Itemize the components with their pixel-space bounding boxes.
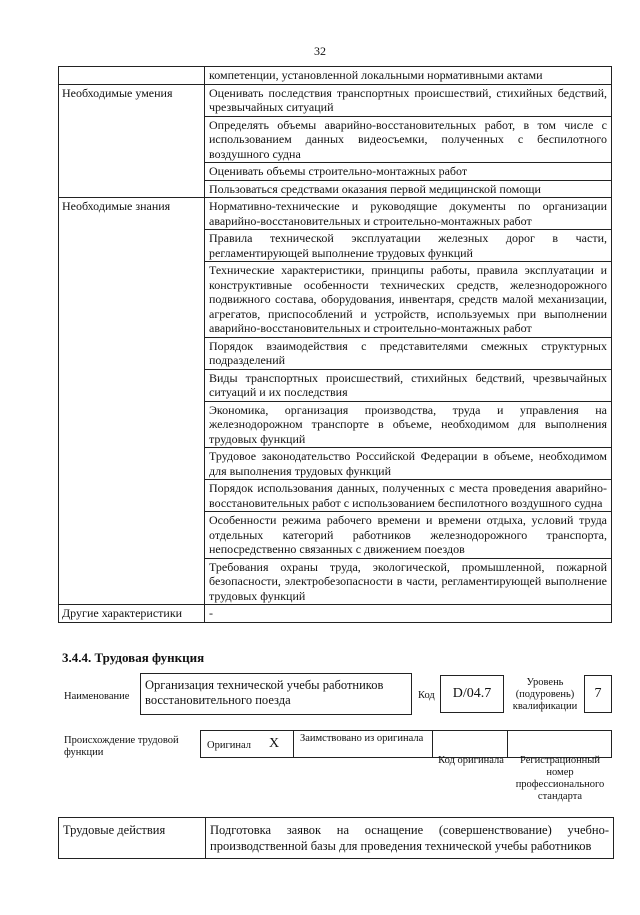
level-label: Уровень (подуровень) квалификации bbox=[512, 677, 578, 712]
section-title: 3.4.4. Трудовая функция bbox=[62, 650, 205, 665]
row-item: Порядок взаимодействия с представителями смежных структурных подразделений bbox=[205, 337, 612, 369]
level-value: 7 bbox=[594, 686, 602, 701]
row-label: Необходимые умения bbox=[59, 84, 205, 198]
original-label: Оригинал bbox=[207, 740, 251, 751]
row-item: Трудовое законодательство Российской Федерации в объеме, необходимом для выполнения трудовых функций bbox=[205, 448, 612, 480]
code-box bbox=[440, 675, 504, 713]
table-row bbox=[59, 605, 612, 623]
competence-table bbox=[58, 66, 612, 623]
row-item: Особенности режима рабочего времени и времени отдыха, условий труда отдельных категорий работников железнодорожного транспорта, непосредственно связанных с движением поездов bbox=[205, 512, 612, 559]
labor-actions-row bbox=[59, 818, 614, 859]
original-mark: X bbox=[269, 736, 280, 751]
row-item: Правила технической эксплуатации железных дорог в части, регламентирующей выполнение трудовых функций bbox=[205, 230, 612, 262]
row-item: Виды транспортных происшествий, стихийных бедствий, чрезвычайных ситуаций и их последствия bbox=[205, 369, 612, 401]
function-name-box bbox=[140, 673, 412, 715]
borrowed-label: Заимствовано из оригинала bbox=[300, 733, 424, 744]
origin-label: Происхождение трудовой функции bbox=[64, 735, 179, 758]
page-number: 32 bbox=[314, 44, 326, 58]
row-item: Пользоваться средствами оказания первой медицинской помощи bbox=[205, 180, 612, 198]
name-label: Наименование bbox=[64, 691, 130, 702]
reg-number-cell bbox=[507, 730, 612, 758]
row-item: Оценивать объемы строительно-монтажных работ bbox=[205, 163, 612, 181]
borrowed-cell bbox=[293, 730, 433, 758]
row-item: - bbox=[205, 605, 612, 623]
row-label bbox=[59, 67, 205, 85]
original-cell bbox=[200, 730, 294, 758]
row-item: Нормативно-технические и руководящие документы по организации аварийно-восстановительных и строительно-монтажных работ bbox=[205, 198, 612, 230]
table-row bbox=[59, 198, 612, 230]
code-original-cell bbox=[432, 730, 508, 758]
code-original-label: Код оригинала bbox=[438, 755, 504, 766]
row-item: Экономика, организация производства, труда и управления на железнодорожном транспорте в объеме, необходимом для выполнения трудовых функций bbox=[205, 401, 612, 448]
reg-number-label: Регистрационный номер профессионального стандарта bbox=[515, 755, 605, 802]
row-item: компетенции, установленной локальными нормативными актами bbox=[205, 67, 612, 85]
level-box bbox=[584, 675, 612, 713]
row-item: Определять объемы аварийно-восстановительных работ, в том числе с использованием данных видеосъемки, полученных с беспилотного воздушного судна bbox=[205, 116, 612, 163]
function-name: Организация технической учебы работников восстановительного поезда bbox=[145, 678, 384, 707]
table-row bbox=[59, 84, 612, 116]
row-item: Оценивать последствия транспортных происшествий, стихийных бедствий, чрезвычайных ситуаций bbox=[205, 84, 612, 116]
row-label: Необходимые знания bbox=[59, 198, 205, 605]
row-item: Порядок использования данных, полученных с места проведения аварийно-восстановительных работ с использованием беспилотного воздушного судна bbox=[205, 480, 612, 512]
labor-actions-text: Подготовка заявок на оснащение (совершенствование) учебно-производственной базы для проведения технической учебы работников bbox=[206, 818, 614, 859]
code-label: Код bbox=[418, 690, 435, 701]
row-item: Технические характеристики, принципы работы, правила эксплуатации и конструктивные особенности технических средств, железнодорожного подвижного состава, оборудования, инвентаря, средств малой механизации, агрегатов, приспособлений и устройств, используемых при выполнении аварийно-восстановительных и строительно-монтажных работ bbox=[205, 262, 612, 338]
table-row bbox=[59, 67, 612, 85]
code-value: D/04.7 bbox=[452, 686, 492, 701]
row-label: Другие характеристики bbox=[59, 605, 205, 623]
labor-actions-table bbox=[58, 817, 614, 859]
labor-actions-label: Трудовые действия bbox=[59, 818, 206, 859]
row-item: Требования охраны труда, экологической, промышленной, пожарной безопасности, электробезопасности в части, регламентирующей выполнение трудовых функций bbox=[205, 558, 612, 605]
